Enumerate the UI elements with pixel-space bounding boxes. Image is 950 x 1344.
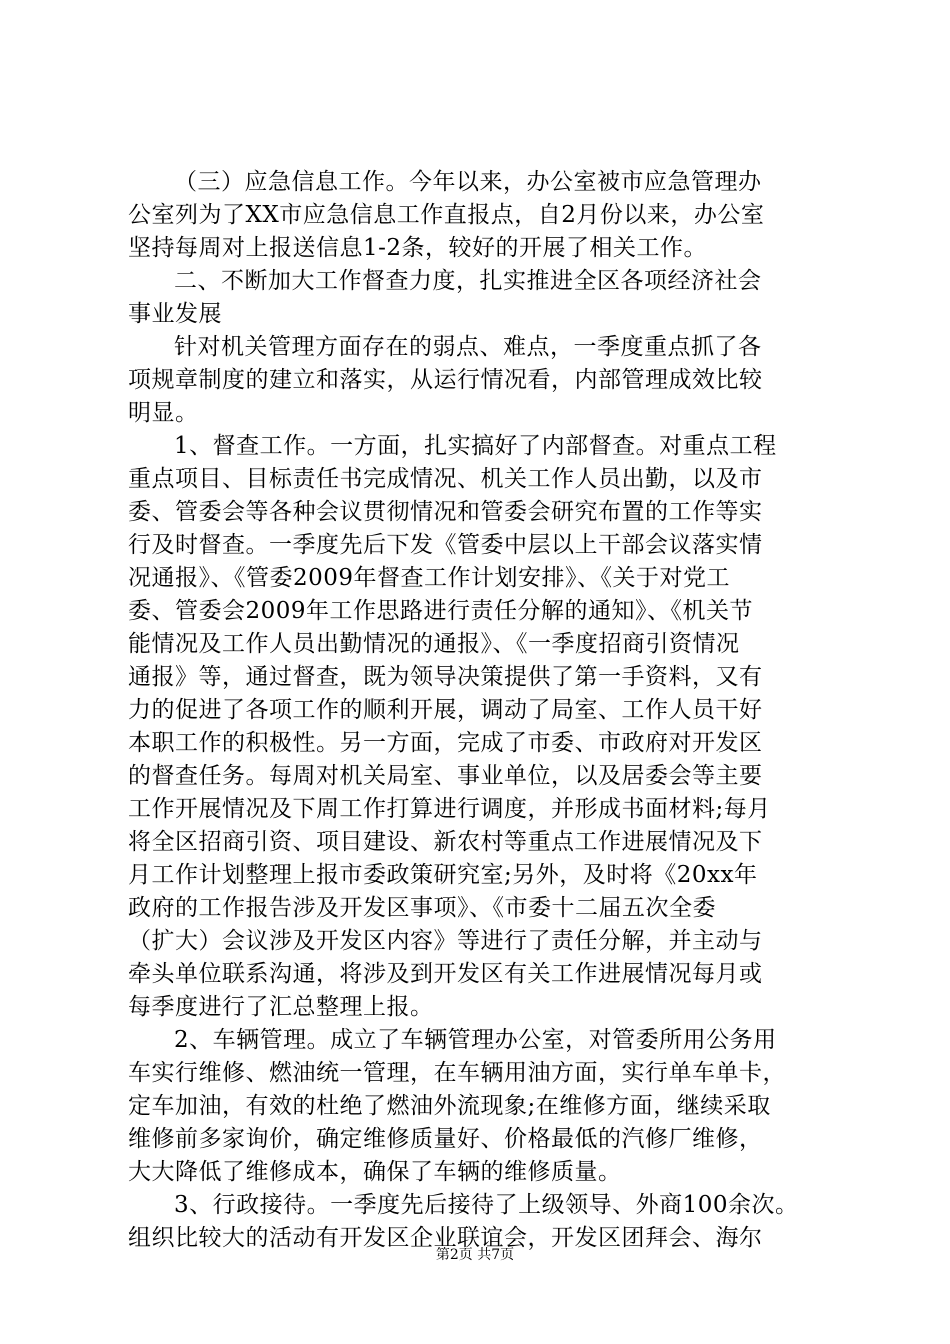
text-line: 重点项目、目标责任书完成情况、机关工作人员出勤，以及市 xyxy=(128,466,763,492)
text-line: 项规章制度的建立和落实，从运行情况看，内部管理成效比较 xyxy=(128,367,763,393)
text-line: 的督查任务。每周对机关局室、事业单位，以及居委会等主要 xyxy=(128,763,763,789)
text-line: 将全区招商引资、项目建设、新农村等重点工作进展情况及下 xyxy=(128,829,763,855)
text-line: 3、行政接待。一季度先后接待了上级领导、外商100余次。 xyxy=(174,1192,799,1218)
text-line: 针对机关管理方面存在的弱点、难点，一季度重点抓了各 xyxy=(174,334,762,360)
paragraph-management-summary xyxy=(128,331,833,430)
text-line: 组织比较大的活动有开发区企业联谊会，开发区团拜会、海尔 xyxy=(128,1225,763,1251)
text-line: 委、管委会2009年工作思路进行责任分解的通知》、《机关节 xyxy=(128,598,754,624)
paragraph-supervision-work xyxy=(128,430,833,1024)
text-line: 政府的工作报告涉及开发区事项》、《市委十二届五次全委 xyxy=(128,895,716,921)
text-line: 工作开展情况及下周工作打算进行调度，并形成书面材料;每月 xyxy=(128,796,771,822)
text-line: 通报》等，通过督查，既为领导决策提供了第一手资料，又有 xyxy=(128,664,763,690)
text-line: 每季度进行了汇总整理上报。 xyxy=(128,994,434,1020)
text-line: 大大降低了维修成本，确保了车辆的维修质量。 xyxy=(128,1159,622,1185)
document-body xyxy=(128,166,833,1255)
text-line: 明显。 xyxy=(128,400,199,426)
text-line: 月工作计划整理上报市委政策研究室;另外，及时将《20xx年 xyxy=(128,862,758,888)
text-line: 事业发展 xyxy=(128,301,222,327)
text-line: 能情况及工作人员出勤情况的通报》、《一季度招商引资情况 xyxy=(128,631,740,657)
text-line: 力的促进了各项工作的顺利开展，调动了局室、工作人员干好 xyxy=(128,697,763,723)
text-line: 二、不断加大工作督查力度，扎实推进全区各项经济社会 xyxy=(174,268,762,294)
text-line: 2、车辆管理。成立了车辆管理办公室，对管委所用公务用 xyxy=(174,1027,777,1053)
text-line: 维修前多家询价，确定维修质量好、价格最低的汽修厂维修， xyxy=(128,1126,763,1152)
text-line: 委、管委会等各种会议贯彻情况和管委会研究布置的工作等实 xyxy=(128,499,763,525)
text-line: 定车加油，有效的杜绝了燃油外流现象;在维修方面，继续采取 xyxy=(128,1093,771,1119)
paragraph-emergency-info xyxy=(128,166,833,265)
paragraph-vehicle-management xyxy=(128,1024,833,1189)
page-number-footer: 第2页 共7页 xyxy=(435,1247,515,1263)
text-line: 况通报》、《管委2009年督查工作计划安排》、《关于对党工 xyxy=(128,565,731,591)
text-line: 坚持每周对上报送信息1-2条，较好的开展了相关工作。 xyxy=(128,235,708,261)
text-line: 车实行维修、燃油统一管理，在车辆用油方面，实行单车单卡， xyxy=(128,1060,786,1086)
text-line: （扩大）会议涉及开发区内容》等进行了责任分解，并主动与 xyxy=(128,928,763,954)
text-line: 1、督查工作。一方面，扎实搞好了内部督查。对重点工程 xyxy=(174,433,777,459)
text-line: 公室列为了XX市应急信息工作直报点，自2月份以来，办公室 xyxy=(128,202,765,228)
text-line: （三）应急信息工作。今年以来，办公室被市应急管理办 xyxy=(174,169,762,195)
text-line: 牵头单位联系沟通，将涉及到开发区有关工作进展情况每月或 xyxy=(128,961,763,987)
text-line: 行及时督查。一季度先后下发《管委中层以上干部会议落实情 xyxy=(128,532,763,558)
section-heading-supervision xyxy=(128,265,833,331)
text-line: 本职工作的积极性。另一方面，完成了市委、市政府对开发区 xyxy=(128,730,763,756)
